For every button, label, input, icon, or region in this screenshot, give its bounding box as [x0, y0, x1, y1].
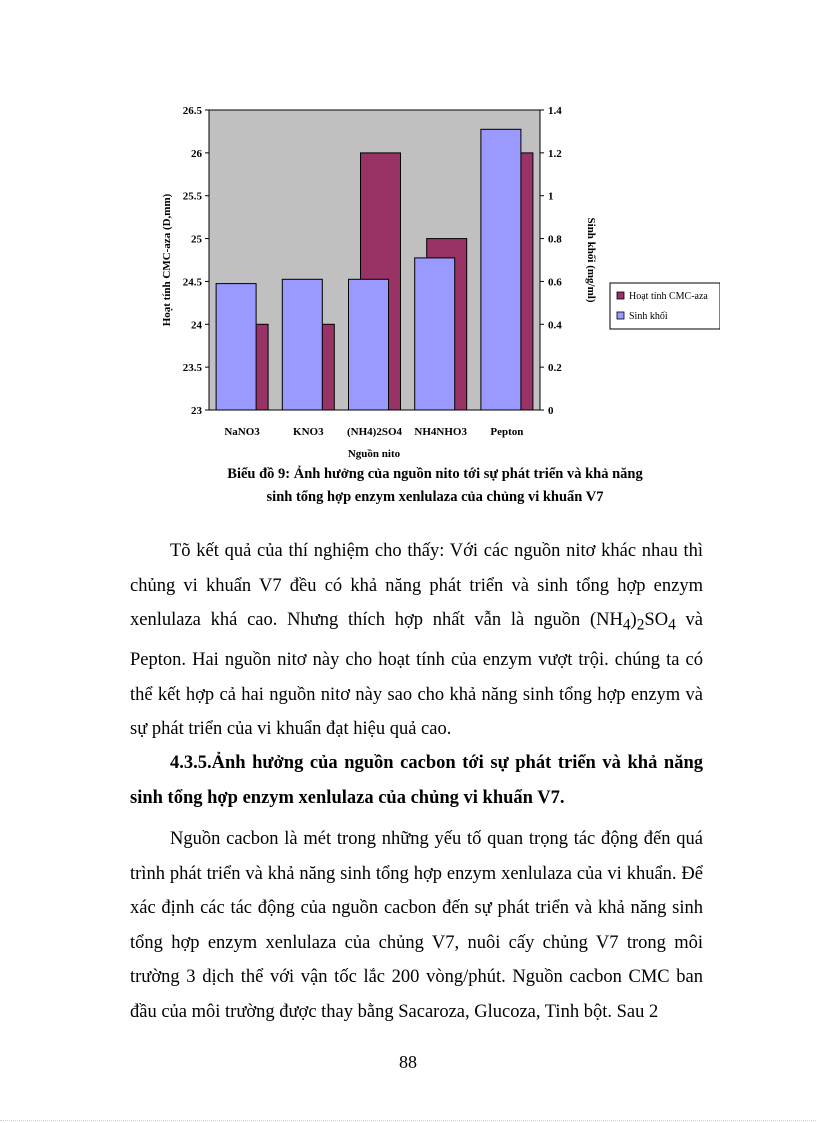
section-heading: 4.3.5.Ảnh hưởng của nguồn cacbon tới sự phát triển và khả năng sinh tổng hợp enzym xenlulaza của chủng vi khuẩn V7. [130, 753, 703, 808]
formula-open: (NH [589, 610, 623, 630]
right-tick-label-1: 0 [548, 405, 554, 417]
left-tick-label-5: 25 [191, 233, 202, 246]
legend-box [610, 283, 720, 329]
right-tick-label-7: 1.2 [548, 147, 562, 160]
formula-sub-2: 2 [636, 616, 645, 634]
legend-label-activity: Hoạt tính CMC-aza [629, 291, 708, 302]
formula-sub-1: 4 [622, 616, 631, 634]
ammonium-sulfate-formula [589, 610, 676, 634]
formula-sub-3: 4 [668, 616, 676, 634]
paragraph-results-part-2: và Pepton. Hai nguồn nitơ này cho hoạt tính của enzym vượt trội. chúng ta có thể kết hợp cả hai nguồn nitơ này sao cho khả năng sinh tổng hợp enzym và sự phát triển của vi khuẩn đạt hiệu quả cao. [130, 610, 703, 740]
bar-biomass-1 [216, 284, 256, 410]
legend-label-biomass: Sinh khối [629, 311, 668, 322]
page-number: 88 [399, 1052, 417, 1072]
right-tick-label-8: 1.4 [548, 105, 562, 117]
paragraph-results [130, 534, 703, 747]
page-bottom-rule [0, 1120, 816, 1121]
bar-biomass-4 [415, 258, 455, 410]
bar-biomass-3 [349, 279, 389, 410]
x-tick-label-5: Pepton [490, 426, 524, 438]
right-tick-label-4: 0.6 [548, 276, 562, 289]
bar-biomass-5 [481, 129, 521, 410]
formula-close: ) [630, 610, 637, 630]
right-tick-label-6: 1 [548, 190, 554, 203]
legend [610, 283, 720, 329]
left-tick-label-3: 24 [191, 319, 202, 332]
left-tick-label-1: 23 [191, 405, 202, 417]
left-tick-label-4: 24.5 [182, 276, 202, 289]
right-tick-label-5: 0.8 [548, 233, 562, 246]
x-tick-label-1: NaNO3 [224, 426, 260, 438]
left-axis-label: Hoạt tính CMC-aza (D,mm) [161, 193, 173, 327]
paragraph-carbon-source: Nguồn cacbon là mét trong những yếu tố quan trọng tác động đến quá trình phát triển và khả năng sinh tổng hợp enzym xenlulaza của vi khuẩn. Để xác định các tác động của nguồn cacbon đến sự phát triển và khả năng sinh tổng hợp enzym xenlulaza của chủng V7, nuôi cấy chủng V7 trong môi trường 3 dịch thể với vận tốc lắc 200 vòng/phút. Nguồn cacbon CMC ban đầu của môi trường được thay bằng Sacaroza, Glucoza, Tinh bột. Sau 2 [130, 829, 703, 1022]
left-tick-label-2: 23.5 [182, 362, 202, 375]
right-tick-label-3: 0.4 [548, 319, 562, 332]
figure-caption-line-1: Biểu đồ 9: Ảnh hưởng của nguồn nito tới sự phát triển và khả năng [227, 466, 643, 482]
x-tick-label-4: NH4NHO3 [414, 426, 467, 438]
right-axis-label: Sinh khối (mg/ml) [585, 217, 597, 303]
bar-chart [150, 95, 720, 465]
paragraph-results-part-1: Tõ kết quả của thí nghiệm cho thấy: Với các nguồn nitơ khác nhau thì chủng vi khuẩn V7 đều có khả năng phát triển và sinh tổng hợp enzym xenlulaza khá cao. Nhưng thích hợp nhất vẫn là nguồn [130, 541, 703, 630]
x-axis-label: Nguồn nito [347, 448, 401, 460]
x-tick-label-2: KNO3 [293, 426, 324, 438]
legend-swatch-biomass [617, 312, 624, 319]
x-tick-label-3: (NH4)2SO4 [347, 426, 402, 438]
left-tick-label-6: 25.5 [182, 190, 202, 203]
bar-biomass-2 [282, 279, 322, 410]
right-tick-label-2: 0.2 [548, 362, 562, 375]
formula-rest: SO [644, 610, 669, 630]
left-tick-label-7: 26 [191, 147, 202, 160]
legend-swatch-activity [617, 292, 624, 299]
figure-caption-line-2: sinh tổng hợp enzym xenlulaza của chủng vi khuẩn V7 [266, 489, 604, 505]
left-tick-label-8: 26.5 [182, 105, 202, 117]
